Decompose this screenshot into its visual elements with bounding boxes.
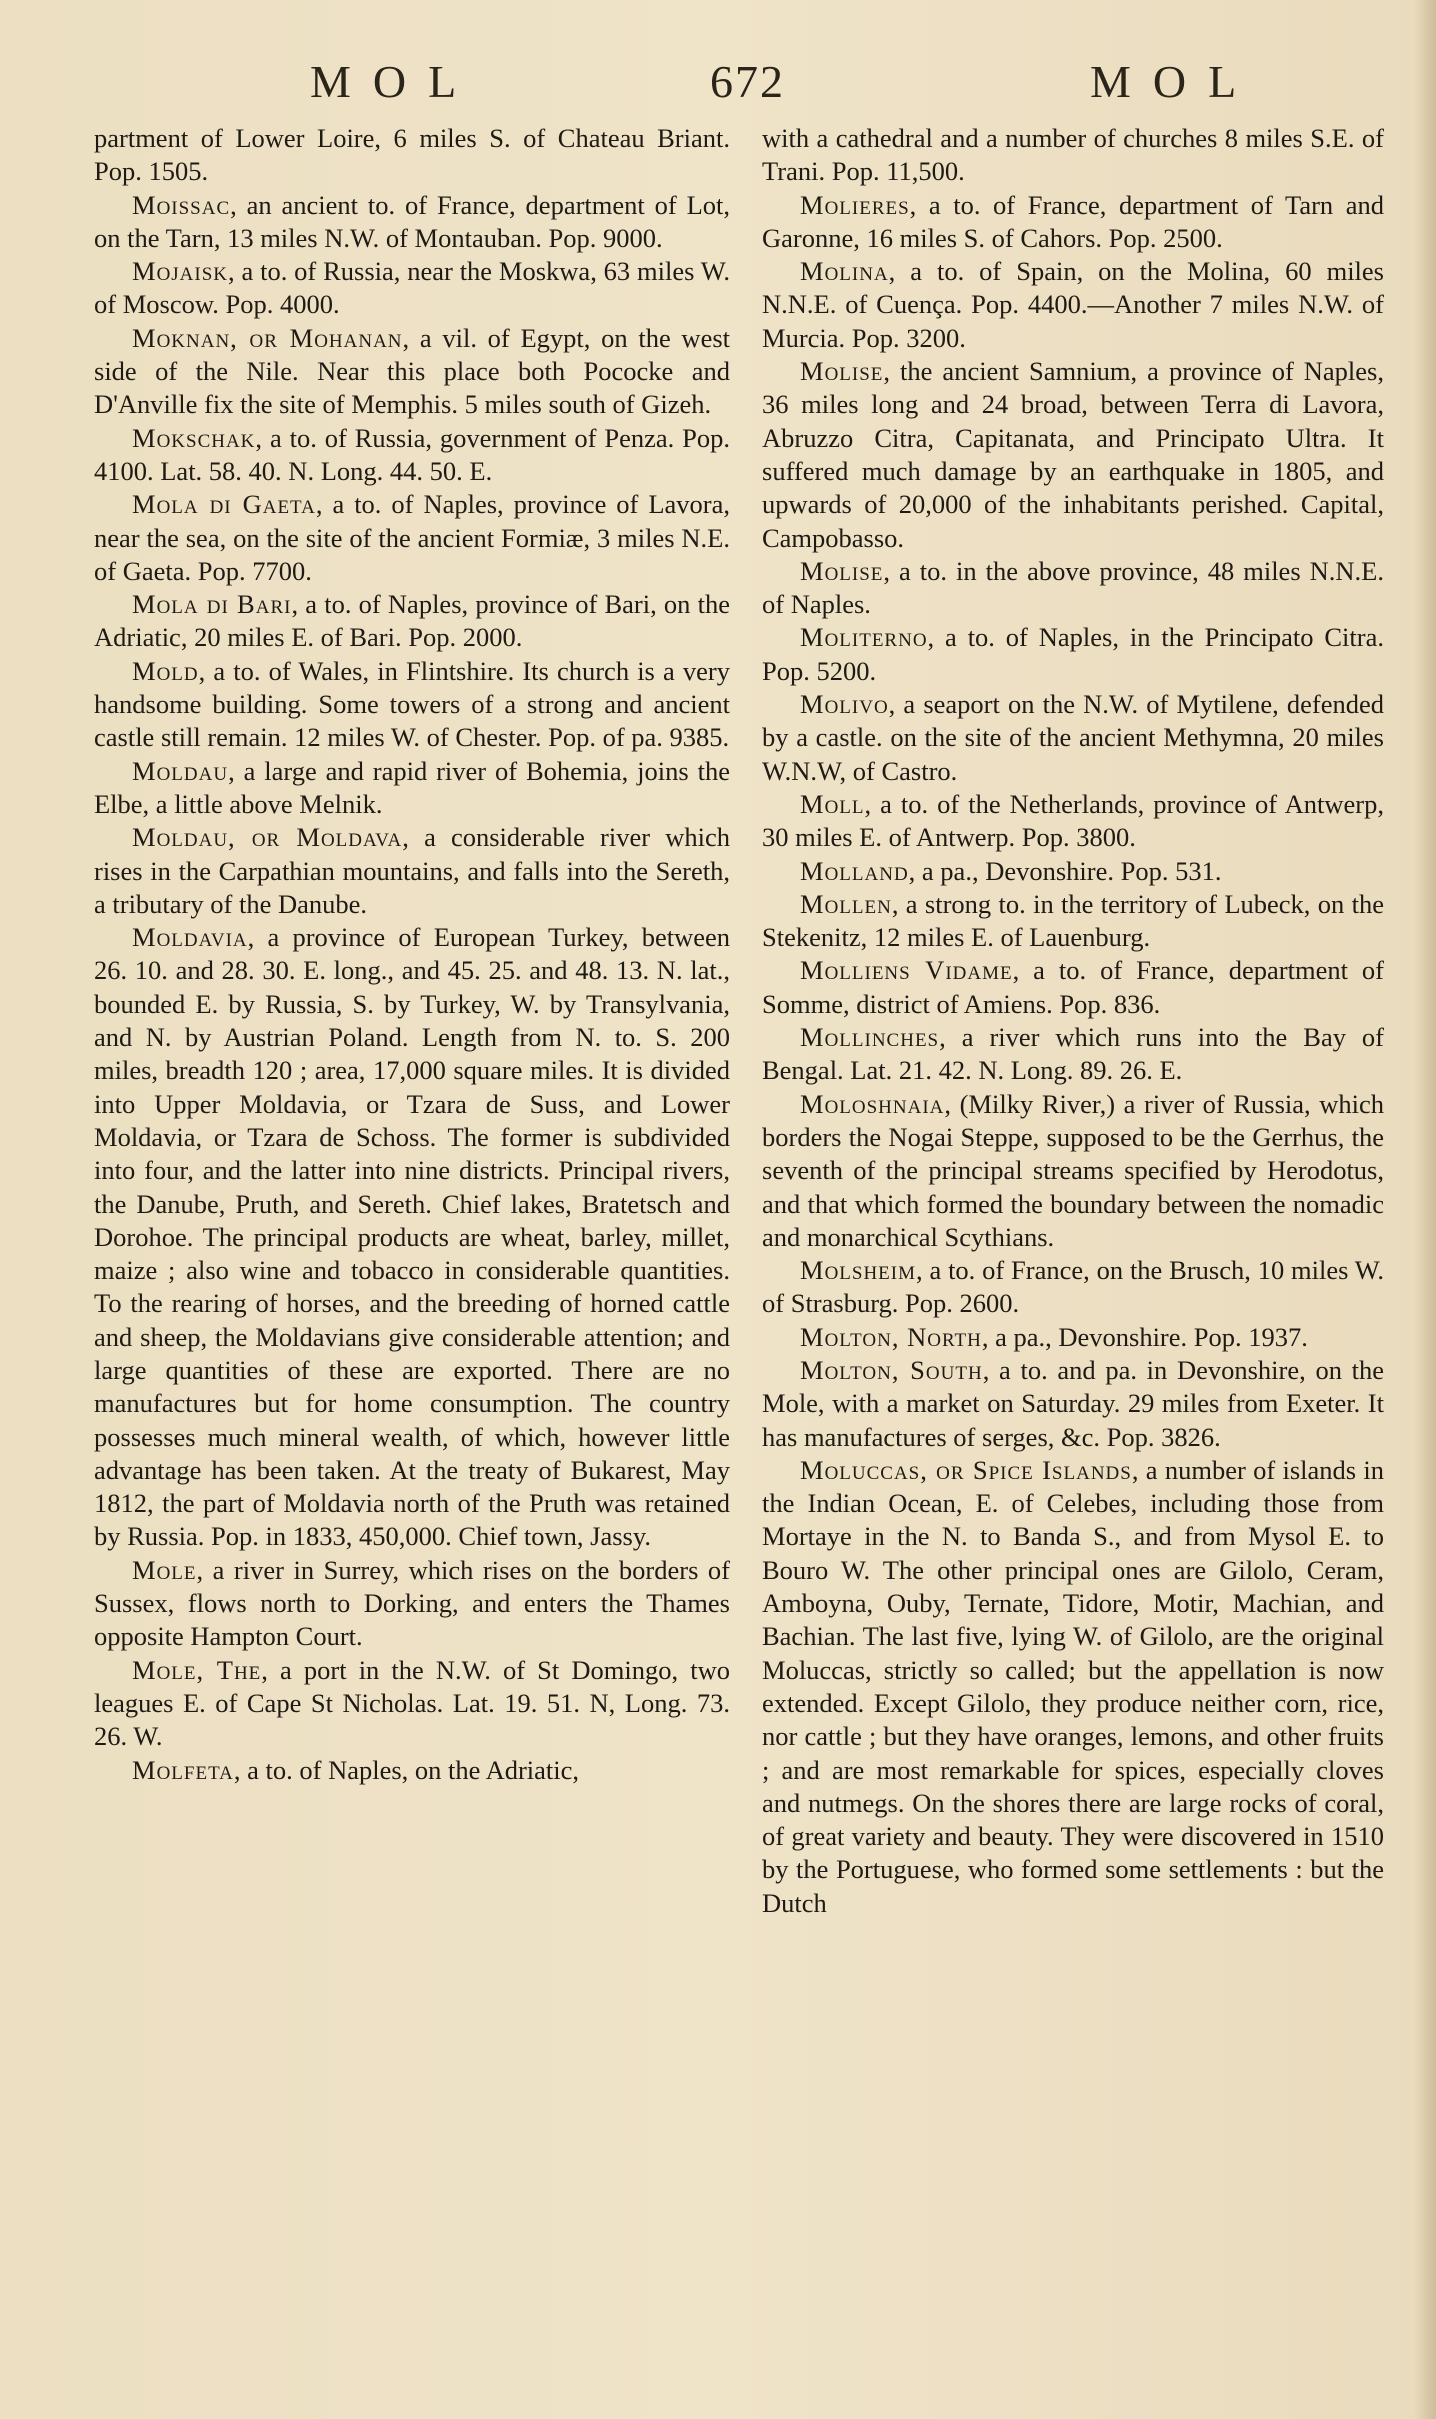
entry-headword: Mola di Bari: [132, 589, 292, 620]
gazetteer-entry: [762, 1021, 1384, 1088]
entry-headword: Mola di Gaeta: [132, 489, 316, 520]
entry-headword: Molivo: [800, 689, 889, 720]
entry-headword: Mollinches: [800, 1022, 940, 1053]
entry-text: , a large and rapid river of Bohemia, joins the Elbe, a little above Melnik.: [94, 755, 730, 819]
entry-text: , a strong to. in the territory of Lubeck, on the Stekenitz, 12 miles E. of Lauenburg.: [762, 888, 1384, 953]
entry-headword: Mojaisk: [132, 256, 229, 287]
gazetteer-entry: [762, 1454, 1384, 1920]
gazetteer-entry: [762, 688, 1384, 788]
entry-headword: Molise: [800, 356, 884, 387]
gazetteer-entry: [762, 1254, 1384, 1321]
gazetteer-entry: [762, 788, 1384, 855]
page-edge-shadow: [1414, 0, 1436, 2419]
left-column: [94, 122, 730, 1787]
entry-text: , the ancient Samnium, a province of Naples, 36 miles long and 24 broad, between Terra di Lavora, Abruzzo Citra, Capitanata, and Principato Ultra. It suffered much damage by an earthquake in 1805, and upwards of 20,000 of the inhabitants perished. Capital, Campobasso.: [762, 356, 1384, 553]
entry-headword: Molton, North: [800, 1321, 982, 1352]
entry-text: , a to. of France, department of Somme, district of Amiens. Pop. 836.: [762, 955, 1384, 1019]
header-left-guideword: MOL: [310, 56, 479, 107]
entry-text: , a to. of Spain, on the Molina, 60 miles N.N.E. of Cuença. Pop. 4400.—Another 7 miles N.W. of Murcia. Pop. 3200.: [762, 256, 1384, 353]
entry-text: , a to. of the Netherlands, province of Antwerp, 30 miles E. of Antwerp. Pop. 3800.: [762, 788, 1384, 853]
entry-text: , a to. of Russia, near the Moskwa, 63 miles W. of Moscow. Pop. 4000.: [94, 256, 730, 320]
entry-headword: Mole: [132, 1554, 197, 1585]
entry-text: , a to. of Naples, province of Bari, on the Adriatic, 20 miles E. of Bari. Pop. 2000.: [94, 589, 730, 653]
gazetteer-entry: [94, 588, 730, 655]
entry-text: , a pa., Devonshire. Pop. 531.: [908, 855, 1222, 886]
gazetteer-entry: [94, 422, 730, 489]
entry-headword: Molina: [800, 256, 889, 287]
entry-text: , a seaport on the N.W. of Mytilene, defended by a castle. on the site of the ancient Methymna, 20 miles W.N.W, of Castro.: [762, 689, 1384, 786]
gazetteer-entry: [762, 355, 1384, 555]
gazetteer-entry: [762, 621, 1384, 688]
entry-text: , a to. of Wales, in Flintshire. Its church is a very handsome building. Some towers of a strong and ancient castle still remain. 12 miles W. of Chester. Pop. of pa. 9385.: [94, 655, 730, 753]
gazetteer-entry: [94, 255, 730, 322]
gazetteer-entry: [762, 189, 1384, 256]
entry-headword: Moldau: [132, 755, 229, 786]
gazetteer-entry: [762, 855, 1384, 888]
entry-headword: Moldau, or Moldava: [132, 822, 403, 853]
entry-text: , a to. in the above province, 48 miles N.N.E. of Naples.: [762, 555, 1384, 620]
gazetteer-entry: [762, 1088, 1384, 1254]
gazetteer-entry: [762, 1321, 1384, 1354]
entry-headword: Moknan, or Mohanan: [132, 322, 403, 353]
entry-headword: Mole, The: [132, 1654, 262, 1685]
gazetteer-entry: [94, 322, 730, 422]
entry-text: , a province of European Turkey, between 26. 10. and 28. 30. E. long., and 45. 25. and 48. 13. N. lat., bounded E. by Russia, S. by Turkey, W. by Transylvania, and N. by Austrian Poland. Length from N. to. S. 200 miles, breadth 120 ; area, 17,000 square miles. It is divided into Upper Moldavia, or Tzara de Suss, and Lower Moldavia, or Tzara de Schoss. The former is subdivided into four, and the latter into nine districts. Principal rivers, the Danube, Pruth, and Sereth. Chief lakes, Bratetsch and Dorohoe. The principal products are wheat, barley, millet, maize ; also wine and tobacco in considerable quantities. To the rearing of horses, and the breeding of horned cattle and sheep, the Moldavians give considerable attention; and large quantities of these are exported. There are no manufactures but for home consumption. The country possesses much mineral wealth, of which, however little advantage has been taken. At the treaty of Bukarest, May 1812, the part of Moldavia north of the Pruth was retained by Russia. Pop. in 1833, 450,000. Chief town, Jassy.: [94, 922, 730, 1552]
gazetteer-entry: [94, 122, 730, 189]
gazetteer-entry: [762, 255, 1384, 355]
entry-text: , a port in the N.W. of St Domingo, two leagues E. of Cape St Nicholas. Lat. 19. 51. N, Long. 73. 26. W.: [94, 1654, 730, 1752]
entry-text: , a to. of France, department of Tarn and Garonne, 16 miles S. of Cahors. Pop. 2500.: [762, 189, 1384, 253]
gazetteer-entry: [94, 921, 730, 1554]
entry-text: , a to. and pa. in Devonshire, on the Mole, with a market on Saturday. 29 miles from Exeter. It has manufactures of serges, &c. Pop. 3826.: [762, 1354, 1385, 1452]
gazetteer-entry: [762, 954, 1384, 1021]
entry-headword: Moliterno: [800, 622, 928, 653]
entry-headword: Molfeta: [132, 1754, 234, 1785]
entry-text: , a to. of Naples, on the Adriatic,: [233, 1754, 580, 1785]
entry-text: , an ancient to. of France, department of Lot, on the Tarn, 13 miles N.W. of Montauban. Pop. 9000.: [94, 189, 730, 253]
gazetteer-entry: [94, 755, 730, 822]
header-right-guideword: MOL: [1090, 56, 1259, 107]
entry-text: , a vil. of Egypt, on the west side of the Nile. Near this place both Pococke and D'Anville fix the site of Memphis. 5 miles south of Gizeh.: [94, 322, 731, 420]
entry-headword: Molieres: [800, 189, 910, 220]
entry-text: , a number of islands in the Indian Ocean, E. of Celebes, including those from Mortaye in the N. to Banda S., and from Mysol E. to Bouro W. The other principal ones are Gilolo, Ceram, Amboyna, Ouby, Ternate, Tidore, Motir, Machian, and Bachian. The last five, lying W. of Gilolo, are the original Moluccas, strictly so called; but the appellation is now extended. Except Gilolo, they produce neither corn, rice, nor cattle ; but they have oranges, lemons, and other fruits ; and are most remarkable for spices, especially cloves and nutmegs. On the shores there are large rocks of coral, of great variety and beauty. They were discovered in 1510 by the Portuguese, who formed some settlements : but the Dutch: [762, 1454, 1384, 1918]
running-header: [90, 55, 1356, 115]
entry-headword: Molsheim: [800, 1255, 917, 1286]
gazetteer-entry: [94, 189, 730, 256]
entry-text: , a to. of Naples, in the Principato Citra. Pop. 5200.: [762, 622, 1384, 686]
entry-headword: Molise: [800, 555, 884, 586]
entry-headword: Molliens Vidame: [800, 955, 1013, 986]
entry-headword: Moissac: [132, 189, 231, 220]
entry-text: , a river which runs into the Bay of Bengal. Lat. 21. 42. N. Long. 89. 26. E.: [762, 1022, 1384, 1086]
entry-text: , a considerable river which rises in the Carpathian mountains, and falls into the Sereth, a tributary of the Danube.: [94, 822, 730, 919]
gazetteer-entry: [94, 1654, 730, 1754]
entry-text: with a cathedral and a number of churches 8 miles S.E. of Trani. Pop. 11,500.: [762, 123, 1384, 187]
gazetteer-entry: [762, 1354, 1384, 1454]
entry-headword: Mold: [132, 655, 199, 686]
entry-text: , a to. of France, on the Brusch, 10 miles W. of Strasburg. Pop. 2600.: [762, 1255, 1384, 1319]
entry-text: , a river in Surrey, which rises on the borders of Sussex, flows north to Dorking, and enters the Thames opposite Hampton Court.: [94, 1554, 730, 1652]
gazetteer-entry: [94, 1754, 730, 1787]
entry-headword: Mollen: [800, 888, 892, 919]
gazetteer-entry: [94, 821, 730, 921]
right-column: [762, 122, 1384, 1920]
entry-text: , a pa., Devonshire. Pop. 1937.: [981, 1321, 1308, 1352]
gazetteer-entry: [94, 488, 730, 588]
entry-text: , a to. of Russia, government of Penza. Pop. 4100. Lat. 58. 40. N. Long. 44. 50. E.: [94, 422, 730, 486]
entry-headword: Moldavia: [132, 922, 248, 953]
entry-headword: Moloshnaia: [800, 1088, 945, 1119]
entry-text: , a to. of Naples, province of Lavora, near the sea, on the site of the ancient Formiæ, 3 miles N.E. of Gaeta. Pop. 7700.: [94, 489, 731, 586]
gazetteer-entry: [94, 655, 730, 755]
gazetteer-entry: [762, 888, 1384, 955]
page-number: 672: [710, 56, 785, 107]
entry-headword: Moluccas, or Spice Islands: [800, 1454, 1132, 1485]
entry-text: partment of Lower Loire, 6 miles S. of Chateau Briant. Pop. 1505.: [94, 123, 730, 187]
entry-text: , (Milky River,) a river of Russia, which borders the Nogai Steppe, supposed to be the Gerrhus, the seventh of the principal streams specified by Herodotus, and that which formed the boundary between the nomadic and monarchical Scythians.: [762, 1088, 1384, 1252]
entry-headword: Molton, South: [800, 1354, 983, 1385]
gazetteer-entry: [762, 122, 1384, 189]
entry-headword: Molland: [800, 855, 909, 886]
gazetteer-entry: [762, 555, 1384, 622]
gazetteer-entry: [94, 1554, 730, 1654]
entry-headword: Mokschak: [132, 422, 256, 453]
entry-headword: Moll: [800, 788, 865, 819]
